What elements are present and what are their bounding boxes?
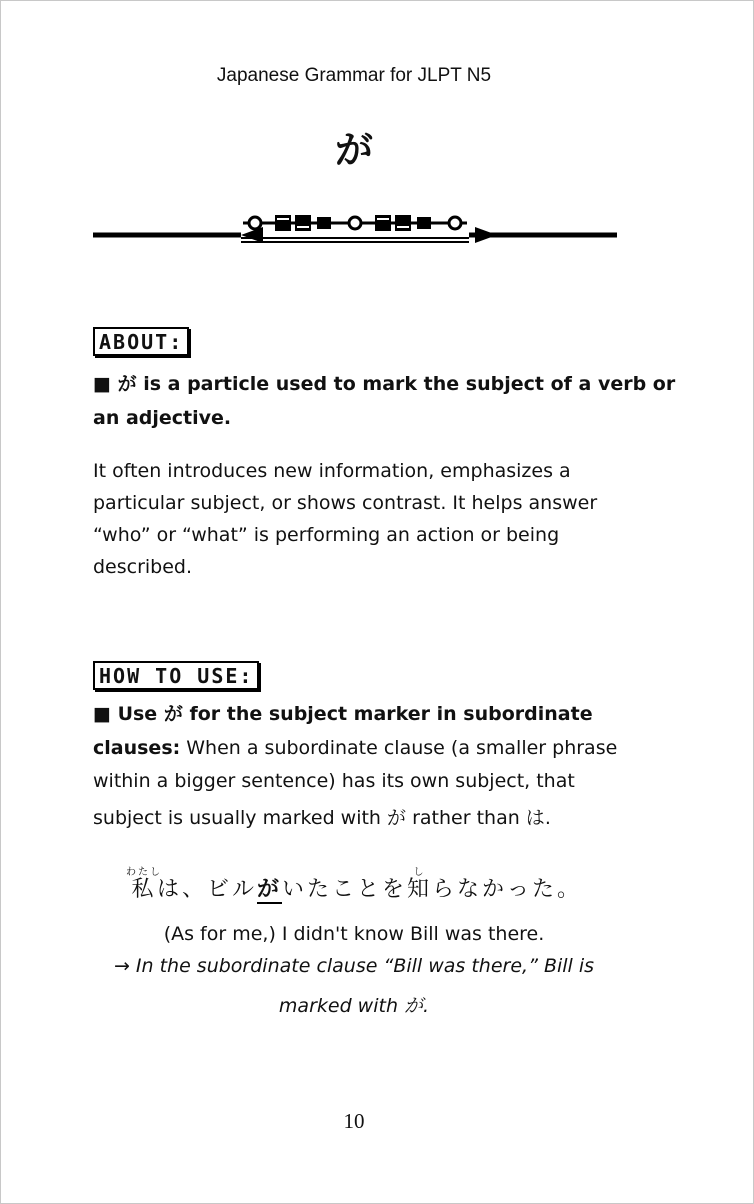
- rule-line-2: within a bigger sentence) has its own subject, that: [93, 770, 575, 792]
- usage-rule-body: [93, 732, 633, 835]
- about-body-line: “who” or “what” is performing an action or being: [93, 524, 560, 546]
- furigana: わたし: [125, 867, 162, 878]
- rule-term: clauses:: [93, 737, 181, 759]
- usage-rule-heading: [93, 699, 593, 726]
- page-number: 10: [343, 1109, 365, 1133]
- rule-line-3: [93, 802, 633, 835]
- rule-text: subject is usually marked with: [93, 807, 388, 829]
- sentence-part: らなかった。: [432, 877, 583, 902]
- rule-suffix: for the subject marker in subordinate: [182, 703, 593, 725]
- bullet-square-icon: ■: [93, 703, 111, 725]
- kanji-with-reading: [406, 867, 432, 902]
- rule-text: .: [544, 807, 551, 829]
- kanji: 私: [125, 877, 162, 902]
- particle-title: が: [334, 128, 373, 172]
- about-body-line: It often introduces new information, emphasizes a: [93, 460, 571, 482]
- example-note-line2: marked with が.: [278, 995, 430, 1017]
- particle-ga: が: [387, 807, 407, 829]
- particle-ga: が: [117, 373, 137, 395]
- about-summary-line2: an adjective.: [93, 407, 232, 429]
- sentence-part: いたことを: [281, 877, 407, 902]
- rule-text: rather than: [406, 807, 526, 829]
- how-to-use-section-label: HOW TO USE:: [93, 661, 259, 690]
- rule-text: When a subordinate clause (a smaller phrase: [180, 737, 618, 759]
- about-body-line: particular subject, or shows contrast. It helps answer: [93, 492, 598, 514]
- sentence-part: は、ビル: [156, 877, 257, 902]
- example-sentence: [1, 867, 707, 903]
- kanji: 知: [406, 877, 432, 902]
- example-translation: (As for me,) I didn't know Bill was there.: [163, 923, 545, 945]
- about-body: [93, 455, 633, 583]
- summary-text: is a particle used to mark the subject of a verb or: [136, 373, 676, 395]
- underlined-particle: が: [256, 877, 282, 902]
- about-body-line: described.: [93, 556, 193, 578]
- furigana: し: [406, 867, 432, 878]
- about-section-label: ABOUT:: [93, 327, 189, 356]
- bullet-square-icon: ■: [93, 373, 111, 395]
- rule-line-1: [93, 732, 633, 765]
- ornamental-divider: [91, 209, 619, 249]
- about-summary-line1: [93, 369, 675, 396]
- particle-ga: が: [163, 703, 183, 725]
- particle-wa: は: [525, 807, 545, 829]
- book-title: Japanese Grammar for JLPT N5: [216, 65, 492, 86]
- kanji-with-reading: [125, 867, 162, 902]
- rule-prefix: Use: [110, 703, 164, 725]
- example-note-line1: → In the subordinate clause “Bill was there,” Bill is: [113, 955, 595, 977]
